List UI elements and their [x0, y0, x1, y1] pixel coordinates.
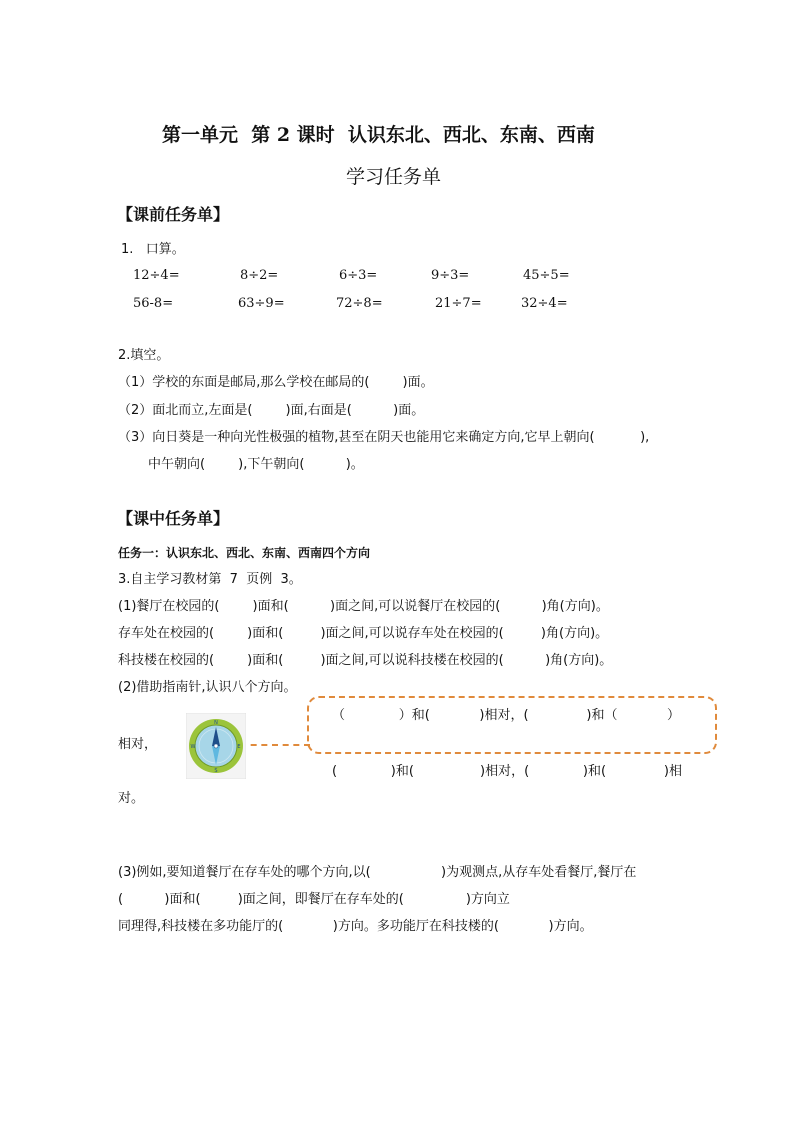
compass-icon — [186, 713, 246, 779]
left-fragment: 相对， — [118, 737, 158, 752]
q3-item: 科技楼在校园的( )面和( )面之间,可以说科技楼在校园的( )角(方向)。 — [118, 653, 613, 668]
q3-3-line: 同理得,科技楼在多功能厅的( )方向。多功能厅在科技楼的( )方向。 — [118, 919, 593, 934]
q2-item: （3）向日葵是一种向光性极强的植物,甚至在阴天也能用它来确定方向,它早上朝向( ), — [118, 430, 650, 445]
calc-item: 32÷4= — [521, 296, 568, 311]
calc-item: 45÷5= — [523, 268, 570, 283]
in-class-heading: 【课中任务单】 — [117, 509, 230, 528]
q1-label: 1. 口算。 — [121, 242, 185, 257]
callout-box — [307, 696, 717, 754]
callout-line-1: （ ）和( )相对，( )和（ ） — [332, 708, 681, 723]
calc-item: 9÷3= — [431, 268, 470, 283]
calc-item: 56-8= — [133, 296, 174, 311]
q2-item: （2）面北而立,左面是( )面,右面是( )面。 — [118, 403, 425, 418]
callout-leader — [240, 744, 310, 746]
pre-class-heading: 【课前任务单】 — [117, 205, 230, 224]
page-title: 第一单元 第 2 课时 认识东北、西北、东南、西南 — [162, 124, 595, 146]
q3-item: (1)餐厅在校园的( )面和( )面之间,可以说餐厅在校园的( )角(方向)。 — [118, 599, 609, 614]
q2-item: 中午朝向( ),下午朝向( )。 — [148, 457, 364, 472]
tail-fragment: 对。 — [118, 791, 145, 806]
compass-letter-e: E — [237, 744, 241, 750]
calc-item: 21÷7= — [435, 296, 482, 311]
calc-item: 12÷4= — [133, 268, 180, 283]
compass-letter-s: S — [214, 768, 218, 774]
task1-title: 任务一：认识东北、西北、东南、西南四个方向 — [118, 546, 371, 560]
page-subtitle: 学习任务单 — [346, 166, 442, 188]
calc-item: 72÷8= — [336, 296, 383, 311]
q3-intro: 3.自主学习教材第 7 页例 3。 — [118, 572, 302, 587]
q3-3-line: ( )面和( )面之间，即餐厅在存车处的( )方向立 — [118, 892, 510, 907]
compass-letter-n: N — [214, 720, 218, 726]
q3-3-line: (3)例如,要知道餐厅在存车处的哪个方向,以( )为观测点,从存车处看餐厅,餐厅在 — [118, 865, 637, 880]
calc-item: 6÷3= — [339, 268, 378, 283]
calc-item: 63÷9= — [238, 296, 285, 311]
q2-item: （1）学校的东面是邮局,那么学校在邮局的( )面。 — [118, 375, 434, 390]
callout-line-2: ( )和( )相对，( )和( )相 — [332, 764, 682, 779]
calc-item: 8÷2= — [240, 268, 279, 283]
q3-item: (2)借助指南针,认识八个方向。 — [118, 680, 297, 695]
compass-letter-w: W — [190, 744, 196, 750]
q2-label: 2.填空。 — [118, 348, 170, 363]
q3-item: 存车处在校园的( )面和( )面之间,可以说存车处在校园的( )角(方向)。 — [118, 626, 609, 641]
